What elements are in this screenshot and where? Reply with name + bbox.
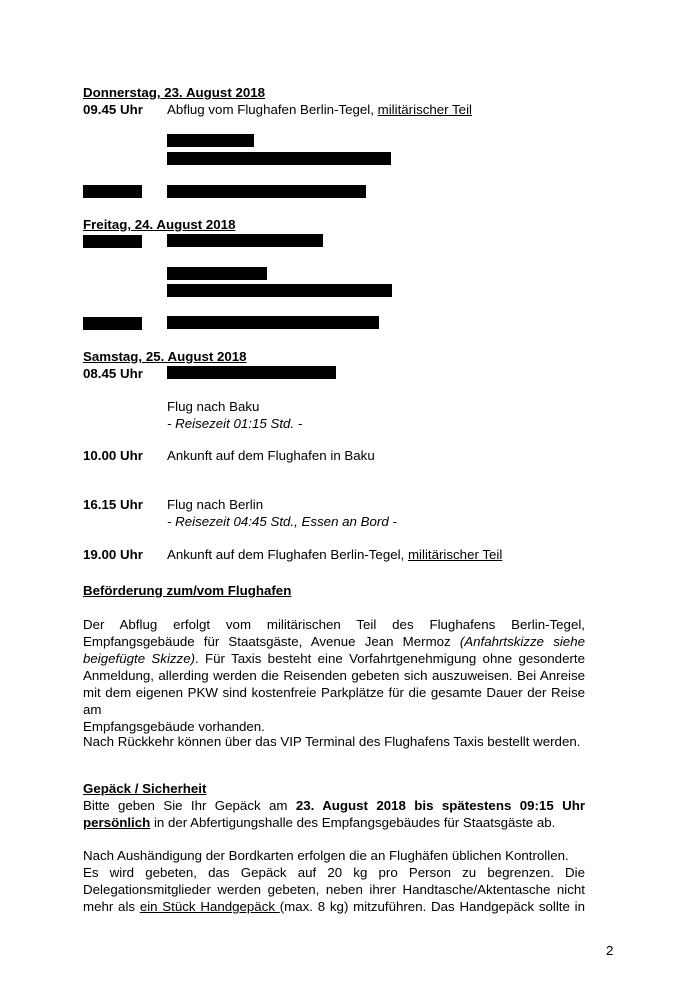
redaction-bar bbox=[167, 185, 366, 198]
text-line bbox=[83, 814, 585, 831]
day1-time: 09.45 Uhr bbox=[83, 102, 143, 117]
day3-item-line: Ankunft auf dem Flughafen in Baku bbox=[167, 448, 375, 463]
redaction-bar bbox=[167, 284, 392, 297]
redaction-bar bbox=[83, 185, 142, 198]
text-line bbox=[83, 633, 585, 650]
day3-item-line: Flug nach Baku bbox=[167, 399, 260, 414]
day3-item-time: 10.00 Uhr bbox=[83, 448, 143, 463]
text-segment: mehr als bbox=[83, 899, 140, 914]
text-line: Anmeldung, allerding werden die Reisenden gebeten sich auszuweisen. Bei Anreise bbox=[83, 668, 585, 683]
text-line: Nach Aushändigung der Bordkarten erfolgen die an Flughäfen üblichen Kontrollen. bbox=[83, 848, 569, 863]
redaction-bar bbox=[83, 317, 142, 330]
text-line bbox=[83, 898, 585, 915]
redaction-bar bbox=[167, 134, 254, 147]
baggage-paragraph-2 bbox=[83, 847, 585, 915]
day3-item-subline: - Reisezeit 04:45 Std., Essen an Bord - bbox=[167, 514, 397, 529]
text-segment: Bitte geben Sie Ihr Gepäck am bbox=[83, 798, 296, 813]
text-segment: . Für Taxis besteht eine Vorfahrtgenehmigung ohne gesonderte bbox=[195, 651, 585, 666]
day3-item-time: 08.45 Uhr bbox=[83, 366, 143, 381]
day3-item-subline: - Reisezeit 01:15 Std. - bbox=[167, 416, 303, 431]
day3-item-link: militärischer Teil bbox=[407, 547, 503, 562]
day1-event-text: Abflug vom Flughafen Berlin-Tegel, bbox=[167, 102, 378, 117]
redaction-bar bbox=[83, 235, 142, 248]
text-segment-bold-underline: persönlich bbox=[83, 815, 151, 830]
redaction-bar bbox=[167, 267, 267, 280]
transport-paragraph bbox=[83, 616, 585, 735]
text-segment: in der Abfertigungshalle des Empfangsgebäudes für Staatsgäste ab. bbox=[150, 815, 556, 830]
day3-item-line: Flug nach Berlin bbox=[167, 497, 264, 512]
page-number: 2 bbox=[606, 943, 614, 958]
text-line: Es wird gebeten, das Gepäck auf 20 kg pro Person zu begrenzen. Die bbox=[83, 865, 585, 880]
transport-paragraph-2 bbox=[83, 733, 585, 750]
day3-item-time: 16.15 Uhr bbox=[83, 497, 143, 512]
text-line bbox=[83, 797, 585, 814]
day1-event bbox=[167, 101, 472, 118]
text-line: Empfangsgebäude vorhanden. bbox=[83, 719, 265, 734]
text-segment-italic: (Anfahrtskizze siehe bbox=[459, 634, 585, 649]
day3-item-line-text: Ankunft auf dem Flughafen Berlin-Tegel, bbox=[167, 547, 408, 562]
baggage-heading: Gepäck / Sicherheit bbox=[83, 781, 207, 796]
day3-heading: Samstag, 25. August 2018 bbox=[83, 349, 247, 364]
text-line bbox=[83, 650, 585, 667]
text-segment: Empfangsgebäude für Staatsgäste, Avenue Jean Mermoz bbox=[83, 634, 460, 649]
text-segment-underline: ein Stück Handgepäck bbox=[139, 899, 280, 914]
day1-event-link: militärischer Teil bbox=[377, 102, 472, 117]
text-line: Delegationsmitglieder werden gebeten, neben ihrer Handtasche/Aktentasche nicht bbox=[83, 882, 585, 897]
transport-heading: Beförderung zum/vom Flughafen bbox=[83, 583, 292, 598]
text-line: Der Abflug erfolgt vom militärischen Teil des Flughafens Berlin-Tegel, bbox=[83, 617, 585, 632]
redaction-bar bbox=[167, 366, 336, 379]
day1-heading: Donnerstag, 23. August 2018 bbox=[83, 85, 266, 100]
text-segment-bold: 23. August 2018 bis spätestens 09:15 Uhr bbox=[295, 798, 585, 813]
redaction-bar bbox=[167, 234, 323, 247]
text-line: Nach Rückkehr können über das VIP Terminal des Flughafens Taxis bestellt werden. bbox=[83, 734, 581, 749]
text-segment: (max. 8 kg) mitzuführen. Das Handgepäck sollte in bbox=[279, 899, 586, 914]
text-segment-italic: beigefügte Skizze) bbox=[83, 651, 196, 666]
day3-item-line bbox=[167, 546, 502, 563]
baggage-paragraph bbox=[83, 797, 585, 831]
day2-heading: Freitag, 24. August 2018 bbox=[83, 217, 236, 232]
redaction-bar bbox=[167, 316, 379, 329]
redaction-bar bbox=[167, 152, 391, 165]
text-line: mit dem eigenen PKW sind kostenfreie Parkplätze für die gesamte Dauer der Reise am bbox=[83, 685, 585, 717]
day3-item-time: 19.00 Uhr bbox=[83, 547, 143, 562]
